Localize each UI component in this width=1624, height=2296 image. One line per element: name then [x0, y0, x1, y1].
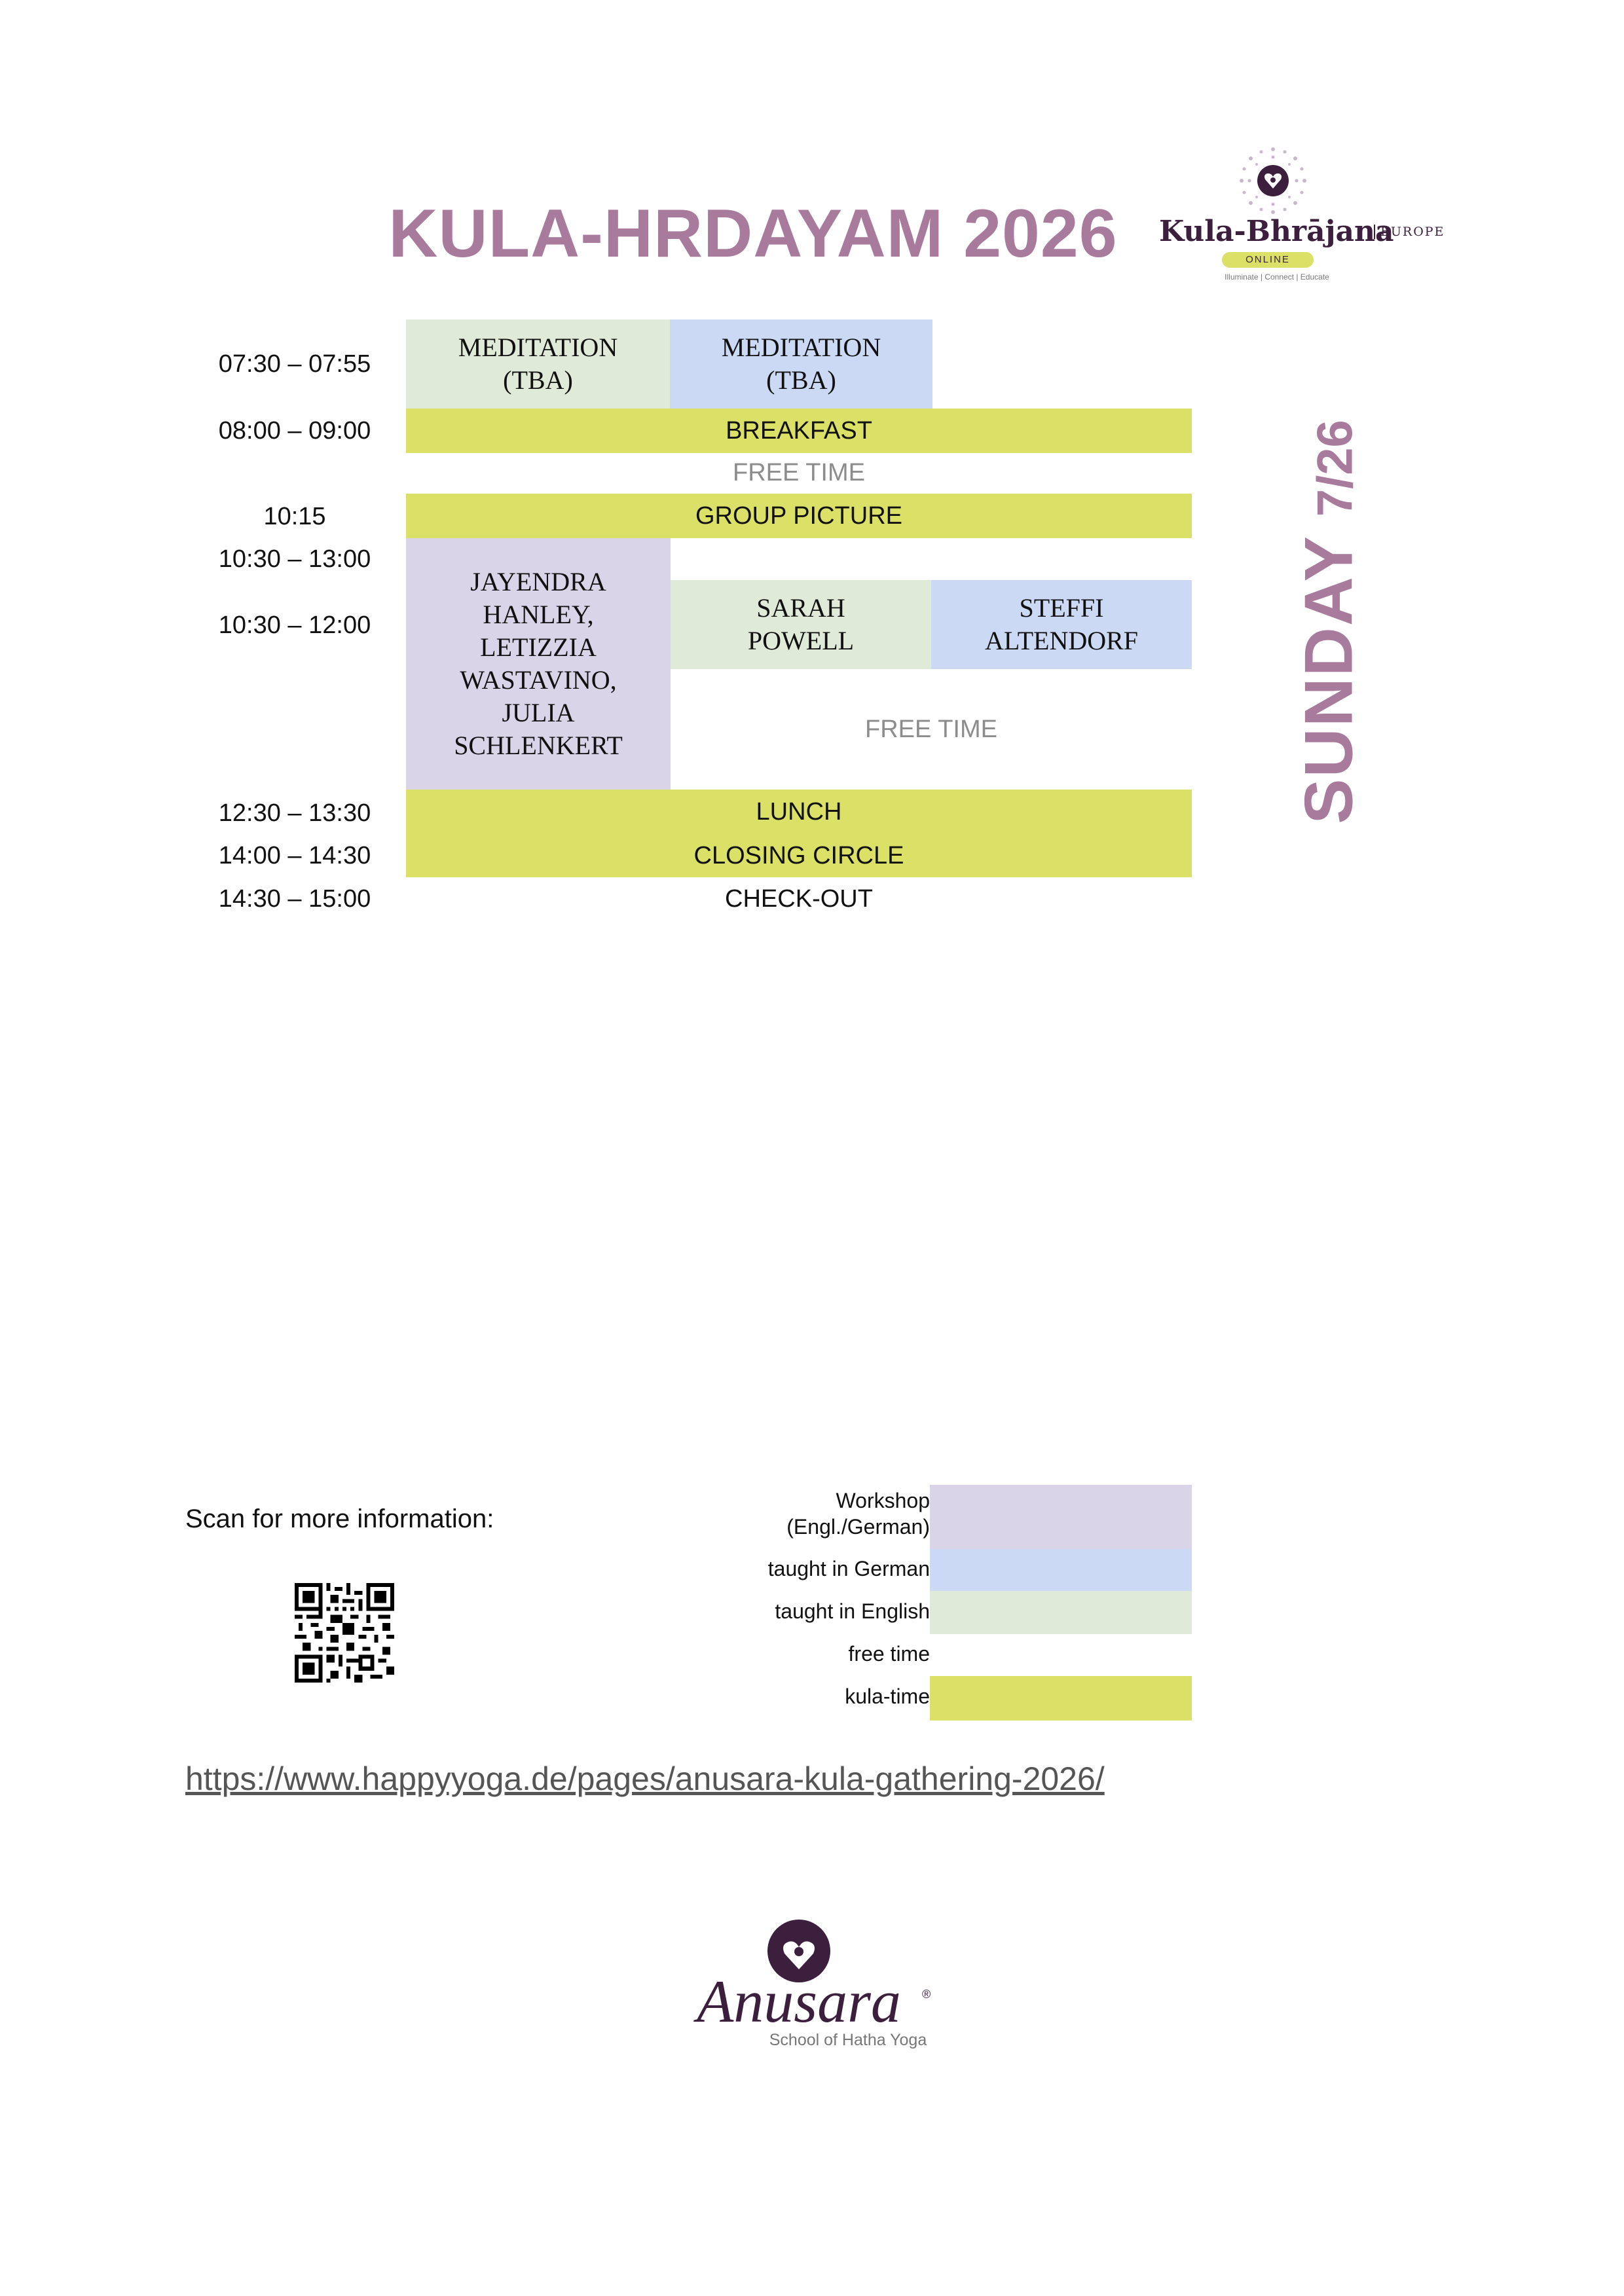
free-time-block: FREE TIME — [865, 715, 997, 743]
kula-bhrajana-online-badge: ONLINE — [1222, 252, 1314, 268]
legend-label: free time — [848, 1642, 930, 1666]
anusara-tagline: School of Hatha Yoga — [769, 2031, 927, 2049]
free-time-block: FREE TIME — [733, 458, 865, 486]
registered-mark: ® — [922, 1988, 931, 2001]
meditation-german-session: MEDITATION (TBA) — [670, 319, 932, 409]
day-label — [1283, 399, 1375, 845]
closing-circle-block: CLOSING CIRCLE — [406, 834, 1192, 877]
anusara-logo — [648, 1917, 956, 2074]
checkout-block: CHECK-OUT — [725, 884, 873, 913]
time-slot: 10:15 — [263, 503, 326, 530]
legend-swatch-free-time — [930, 1634, 1192, 1676]
qr-code-icon[interactable] — [295, 1583, 394, 1683]
time-slot: 07:30 – 07:55 — [218, 350, 371, 378]
legend-swatch-workshop — [930, 1485, 1192, 1549]
day-date: 7/26 — [1307, 420, 1363, 517]
kula-bhrajana-logo-name: Kula-Bhrājana — [1159, 215, 1394, 248]
legend-label: taught in English — [775, 1599, 930, 1623]
anusara-wordmark: Anusara — [697, 1968, 901, 2035]
time-slot: 10:30 – 12:00 — [218, 611, 371, 639]
kula-bhrajana-logo-icon — [1236, 144, 1310, 217]
time-slot: 14:30 – 15:00 — [218, 885, 371, 913]
meditation-english-session: MEDITATION (TBA) — [406, 319, 670, 409]
time-slot: 08:00 – 09:00 — [218, 417, 371, 445]
kula-bhrajana-tagline: Illuminate | Connect | Educate — [1225, 272, 1329, 282]
legend-label: Workshop (Engl./German) — [786, 1489, 930, 1539]
scan-prompt: Scan for more information: — [185, 1504, 494, 1533]
legend-swatch-kula-time — [930, 1676, 1192, 1721]
day-name: SUNDAY — [1291, 535, 1367, 824]
german-session: STEFFI ALTENDORF — [931, 580, 1192, 669]
info-url-link[interactable]: https://www.happyyoga.de/pages/anusara-kula-gathering-2026/ — [185, 1760, 1105, 1797]
time-slot: 14:00 – 14:30 — [218, 842, 371, 869]
workshop-session: JAYENDRA HANLEY, LETIZZIA WASTAVINO, JULIA SCHLENKERT — [406, 538, 671, 790]
time-slot: 10:30 – 13:00 — [218, 545, 371, 573]
legend-label: taught in German — [767, 1557, 930, 1580]
english-session: SARAH POWELL — [671, 580, 931, 669]
legend-label: kula-time — [845, 1685, 930, 1708]
legend-swatch-german — [930, 1549, 1192, 1591]
breakfast-block: BREAKFAST — [406, 409, 1192, 453]
group-picture-block: GROUP PICTURE — [406, 494, 1192, 538]
time-slot: 12:30 – 13:30 — [218, 799, 371, 827]
kula-bhrajana-logo-region: EUROPE — [1374, 225, 1445, 239]
legend-swatch-english — [930, 1591, 1192, 1634]
lunch-block: LUNCH — [406, 790, 1192, 834]
page-title: KULA-HRDAYAM 2026 — [388, 196, 1118, 272]
